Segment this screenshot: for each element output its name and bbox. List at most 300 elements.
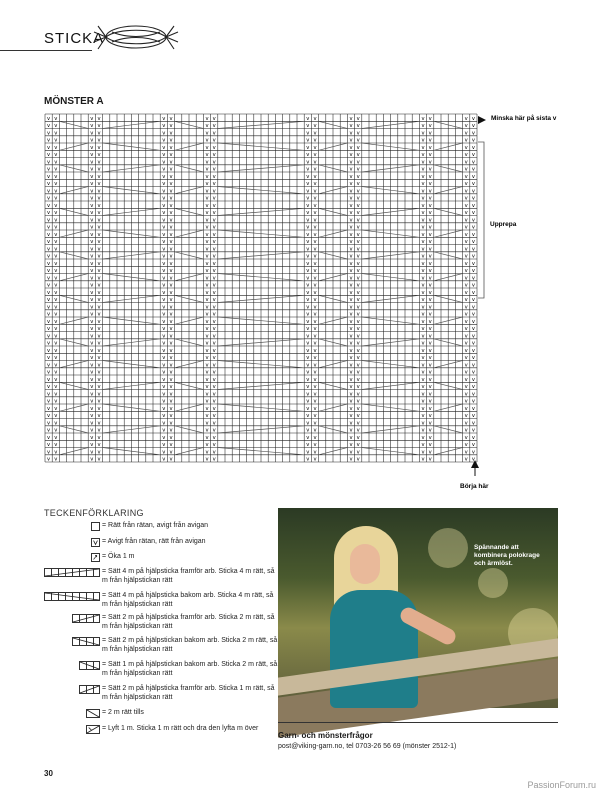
purl-v-mark: v [47, 282, 51, 289]
slip-pass-icon [86, 725, 100, 734]
purl-v-mark: v [97, 203, 101, 209]
start-label: Börja här [460, 483, 489, 490]
purl-v-mark: v [421, 203, 425, 209]
purl-v-mark: v [349, 318, 353, 325]
purl-v-mark: v [212, 362, 216, 369]
purl-v-mark: v [54, 174, 58, 180]
purl-v-mark: v [47, 340, 51, 347]
purl-v-mark: v [464, 130, 468, 137]
purl-v-mark: v [47, 311, 51, 318]
purl-v-mark: v [54, 398, 58, 405]
purl-v-mark: v [471, 456, 475, 463]
purl-v-mark: v [421, 115, 425, 122]
purl-v-mark: v [90, 456, 94, 463]
purl-v-mark: v [471, 362, 475, 369]
purl-v-mark: v [90, 420, 94, 427]
purl-v-mark: v [90, 289, 94, 296]
purl-v-mark: v [205, 203, 209, 209]
purl-v-mark: v [205, 369, 209, 376]
purl-v-mark: v [428, 384, 432, 391]
purl-v-mark: v [162, 405, 166, 412]
purl-v-mark: v [306, 166, 310, 173]
purl-v-mark: v [90, 275, 94, 282]
purl-v-mark: v [205, 195, 209, 202]
purl-v-mark: v [54, 181, 58, 188]
purl-v-mark: v [47, 246, 51, 253]
purl-v-mark: v [356, 260, 360, 267]
purl-v-mark: v [162, 239, 166, 246]
purl-v-mark: v [47, 210, 51, 217]
purl-v-mark: v [313, 115, 317, 122]
purl-v-mark: v [90, 224, 94, 231]
purl-v-mark: v [428, 369, 432, 376]
purl-v-mark: v [313, 181, 317, 188]
purl-v-mark: v [356, 376, 360, 383]
purl-v-mark: v [428, 137, 432, 144]
purl-v-mark: v [47, 188, 51, 195]
purl-v-mark: v [306, 268, 310, 275]
purl-v-mark: v [169, 333, 173, 340]
purl-v-mark: v [306, 282, 310, 289]
purl-v-mark: v [421, 420, 425, 427]
purl-v-mark: v [428, 166, 432, 173]
purl-v-mark: v [162, 449, 166, 456]
purl-v-mark: v [162, 275, 166, 282]
purl-v-mark: v [313, 246, 317, 253]
purl-v-mark: v [162, 123, 166, 130]
purl-v-mark: v [169, 268, 173, 275]
purl-v-mark: v [356, 253, 360, 260]
purl-v-mark: v [306, 253, 310, 260]
purl-v-mark: v [169, 405, 173, 412]
purl-v-mark: v [428, 115, 432, 122]
purl-v-mark: v [306, 311, 310, 318]
purl-v-mark: v [162, 232, 166, 238]
purl-v-mark: v [313, 282, 317, 289]
purl-v-mark: v [428, 188, 432, 195]
purl-v-mark: v [47, 384, 51, 391]
purl-v-mark: v [205, 188, 209, 195]
purl-v-mark: v [356, 217, 360, 224]
purl-v-mark: v [421, 398, 425, 405]
purl-v-mark: v [90, 333, 94, 340]
purl-v-mark: v [421, 449, 425, 456]
purl-v-mark: v [349, 188, 353, 195]
purl-v-mark: v [356, 369, 360, 376]
purl-v-mark: v [47, 224, 51, 231]
purl-v-mark: v [349, 355, 353, 362]
purl-v-mark: v [162, 391, 166, 398]
purl-v-mark: v [162, 369, 166, 376]
purl-v-mark: v [205, 232, 209, 238]
purl-v-mark: v [349, 442, 353, 449]
purl-v-mark: v [205, 376, 209, 383]
purl-v-mark: v [428, 181, 432, 188]
purl-v-mark: v [169, 224, 173, 231]
purl-v-mark: v [47, 152, 51, 159]
purl-v-mark: v [169, 253, 173, 260]
legend-item [40, 725, 272, 745]
purl-v-mark: v [97, 260, 101, 267]
purl-v-mark: v [313, 289, 317, 296]
purl-v-mark: v [47, 369, 51, 376]
purl-v-mark: v [205, 449, 209, 456]
purl-v-mark: v [97, 376, 101, 383]
purl-v-mark: v [356, 152, 360, 159]
purl-v-mark: v [90, 217, 94, 224]
purl-v-mark: v [421, 413, 425, 420]
purl-v-mark: v [162, 260, 166, 267]
purl-v-mark: v [464, 152, 468, 159]
purl-v-mark: v [169, 137, 173, 144]
purl-v-mark: v [90, 362, 94, 369]
purl-v-mark: v [54, 115, 58, 122]
purl-v-mark: v [212, 384, 216, 391]
purl-v-mark: v [97, 304, 101, 311]
purl-v-mark: v [169, 260, 173, 267]
purl-v-mark: v [464, 340, 468, 347]
purl-v-mark: v [471, 174, 475, 180]
purl-v-mark: v [356, 282, 360, 289]
purl-v-mark: v [205, 391, 209, 398]
purl-v-mark: v [205, 145, 209, 151]
purl-v-mark: v [464, 369, 468, 376]
purl-v-mark: v [169, 326, 173, 333]
purl-v-mark: v [356, 239, 360, 246]
purl-v-mark: v [90, 203, 94, 209]
purl-v-mark: v [162, 456, 166, 463]
purl-v-mark: v [97, 456, 101, 463]
contact-title: Garn- och mönsterfrågor [278, 731, 373, 740]
purl-v-mark: v [306, 224, 310, 231]
purl-v-mark: v [356, 166, 360, 173]
purl-v-mark: v [212, 123, 216, 130]
purl-v-mark: v [471, 145, 475, 151]
purl-v-mark: v [313, 420, 317, 427]
section-header [0, 16, 604, 56]
purl-v-mark: v [349, 275, 353, 282]
purl-v-mark: v [306, 174, 310, 180]
purl-v-mark: v [471, 333, 475, 340]
purl-v-mark: v [313, 340, 317, 347]
svg-text:Minska här på sista v [491, 114, 557, 122]
purl-v-mark: v [205, 268, 209, 275]
purl-v-mark: v [349, 152, 353, 159]
yarn-skein-icon [92, 16, 180, 58]
purl-v-mark: v [90, 355, 94, 362]
purl-v-mark: v [421, 159, 425, 166]
purl-v-mark: v [356, 123, 360, 130]
purl-v-mark: v [205, 420, 209, 427]
purl-v-mark: v [313, 275, 317, 282]
purl-v-mark: v [428, 311, 432, 318]
purl-v-mark: v [306, 115, 310, 122]
purl-v-mark: v [356, 362, 360, 369]
purl-v-mark: v [90, 282, 94, 289]
purl-v-mark: v [162, 347, 166, 354]
purl-v-mark: v [428, 195, 432, 202]
purl-v-mark: v [54, 304, 58, 311]
purl-v-mark: v [212, 195, 216, 202]
purl-v-mark: v [356, 275, 360, 282]
purl-v-mark: v [306, 391, 310, 398]
purl-v-mark: v [212, 326, 216, 333]
purl-v-mark: v [464, 275, 468, 282]
purl-v-mark: v [306, 333, 310, 340]
purl-v-mark: v [428, 304, 432, 311]
purl-v-mark: v [47, 166, 51, 173]
purl-v-mark: v [54, 369, 58, 376]
purl-v-mark: v [471, 420, 475, 427]
purl-v-mark: v [90, 166, 94, 173]
purl-v-mark: v [205, 427, 209, 434]
purl-v-mark: v [349, 145, 353, 151]
purl-v-mark: v [471, 268, 475, 275]
purl-v-mark: v [313, 195, 317, 202]
purl-v-mark: v [205, 217, 209, 224]
purl-v-mark: v [471, 232, 475, 238]
purl-v-mark: v [205, 210, 209, 217]
purl-v-mark: v [421, 340, 425, 347]
purl-v-mark: v [47, 275, 51, 282]
purl-v-mark: v [162, 376, 166, 383]
purl-v-mark: v [162, 289, 166, 296]
purl-v-mark: v [90, 434, 94, 441]
purl-v-mark: v [306, 369, 310, 376]
purl-v-mark: v [349, 384, 353, 391]
purl-v-mark: v [471, 289, 475, 296]
purl-v-mark: v [54, 260, 58, 267]
purl-v-mark: v [205, 275, 209, 282]
purl-v-mark: v [54, 362, 58, 369]
purl-v-mark: v [169, 289, 173, 296]
purl-v-mark: v [306, 340, 310, 347]
purl-v-mark: v [212, 405, 216, 412]
purl-v-mark: v [54, 217, 58, 224]
purl-v-mark: v [205, 174, 209, 180]
purl-v-mark: v [349, 427, 353, 434]
purl-v-mark: v [90, 297, 94, 304]
legend-item [40, 661, 278, 681]
purl-v-mark: v [313, 203, 317, 209]
purl-v-mark: v [421, 362, 425, 369]
purl-v-mark: v [47, 115, 51, 122]
purl-v-mark: v [306, 289, 310, 296]
purl-v-mark: v [421, 456, 425, 463]
purl-v-mark: v [464, 362, 468, 369]
purl-v-mark: v [464, 239, 468, 246]
start-marker [460, 460, 489, 490]
purl-v-mark: v [162, 224, 166, 231]
purl-v-mark: v [421, 123, 425, 130]
purl-v-mark: v [464, 246, 468, 253]
purl-v-mark: v [162, 442, 166, 449]
purl-v-mark: v [162, 210, 166, 217]
purl-v-mark: v [54, 282, 58, 289]
purl-v-mark: v [90, 145, 94, 151]
purl-v-mark: v [47, 420, 51, 427]
purl-v-mark: v [54, 376, 58, 383]
purl-v-mark: v [47, 405, 51, 412]
purl-v-mark: v [313, 333, 317, 340]
purl-v-mark: v [97, 391, 101, 398]
purl-v-mark: v [54, 333, 58, 340]
purl-v-mark: v [205, 137, 209, 144]
purl-v-mark: v [471, 152, 475, 159]
purl-v-mark: v [90, 195, 94, 202]
purl-v-mark: v [212, 145, 216, 151]
purl-v-mark: v [313, 347, 317, 354]
purl-v-mark: v [464, 297, 468, 304]
purl-v-mark: v [90, 210, 94, 217]
purl-v-mark: v [212, 239, 216, 246]
purl-v-mark: v [306, 159, 310, 166]
purl-v-mark: v [90, 405, 94, 412]
purl-v-mark: v [162, 145, 166, 151]
purl-v-mark: v [349, 333, 353, 340]
purl-v-mark: v [428, 398, 432, 405]
purl-v-mark: v [90, 413, 94, 420]
legend-title: TECKENFÖRKLARING [44, 508, 144, 518]
purl-v-mark: v [212, 456, 216, 463]
purl-v-mark: v [356, 355, 360, 362]
purl-v-mark: v [162, 253, 166, 260]
purl-v-mark: v [47, 260, 51, 267]
purl-v-mark: v [428, 174, 432, 180]
purl-v-mark: v [349, 253, 353, 260]
purl-v-mark: v [349, 376, 353, 383]
purl-v-mark: v [162, 188, 166, 195]
purl-v-mark: v [54, 384, 58, 391]
purl-v-mark: v [313, 253, 317, 260]
purl-v-mark: v [349, 369, 353, 376]
purl-v-mark: v [54, 145, 58, 151]
purl-v-mark: v [306, 181, 310, 188]
purl-v-mark: v [47, 137, 51, 144]
purl-v-mark: v [471, 311, 475, 318]
purl-v-mark: v [54, 442, 58, 449]
purl-v-mark: v [169, 376, 173, 383]
purl-v-mark: v [47, 203, 51, 209]
purl-v-mark: v [464, 333, 468, 340]
purl-v-mark: v [47, 289, 51, 296]
purl-v-mark: v [212, 427, 216, 434]
purl-v-mark: v [162, 326, 166, 333]
purl-v-mark: v [464, 413, 468, 420]
purl-v-mark: v [47, 232, 51, 238]
purl-v-mark: v [356, 347, 360, 354]
purl-v-mark: v [313, 210, 317, 217]
purl-v-mark: v [169, 420, 173, 427]
purl-v-mark: v [97, 297, 101, 304]
purl-v-mark: v [306, 420, 310, 427]
purl-v-mark: v [471, 130, 475, 137]
purl-v-mark: v [349, 130, 353, 137]
purl-v-mark: v [205, 289, 209, 296]
purl-v-mark: v [212, 347, 216, 354]
purl-v-mark: v [421, 181, 425, 188]
purl-v-mark: v [313, 405, 317, 412]
purl-v-mark: v [356, 405, 360, 412]
purl-v-mark: v [54, 188, 58, 195]
purl-v-mark: v [97, 195, 101, 202]
purl-v-mark: v [54, 123, 58, 130]
purl-v-mark: v [421, 275, 425, 282]
purl-v-mark: v [306, 326, 310, 333]
purl-v-mark: v [421, 282, 425, 289]
purl-v-mark: v [212, 398, 216, 405]
purl-v-mark: v [54, 297, 58, 304]
purl-v-mark: v [162, 195, 166, 202]
purl-v-mark: v [421, 304, 425, 311]
purl-v-mark: v [205, 340, 209, 347]
purl-v-mark: v [306, 405, 310, 412]
purl-v-mark: v [421, 289, 425, 296]
purl-v-mark: v [54, 137, 58, 144]
purl-v-mark: v [47, 449, 51, 456]
purl-v-mark: v [421, 130, 425, 137]
purl-v-mark: v [313, 391, 317, 398]
purl-v-mark: v [212, 442, 216, 449]
purl-v-mark: v [306, 398, 310, 405]
purl-v-mark: v [205, 115, 209, 122]
purl-v-mark: v [97, 275, 101, 282]
purl-v-mark: v [356, 427, 360, 434]
pattern-title: MÖNSTER A [44, 96, 104, 107]
purl-v-mark: v [471, 210, 475, 217]
purl-v-mark: v [349, 115, 353, 122]
purl-v-mark: v [471, 195, 475, 202]
purl-v-mark: v [212, 159, 216, 166]
purl-v-mark: v [428, 420, 432, 427]
purl-v-mark: v [471, 449, 475, 456]
purl-v-mark: v [162, 340, 166, 347]
purl-v-mark: v [313, 130, 317, 137]
purl-v-mark: v [97, 398, 101, 405]
cable-8-front-icon [44, 568, 100, 577]
purl-v-mark: v [421, 174, 425, 180]
purl-v-mark: v [205, 224, 209, 231]
purl-v-mark: v [464, 232, 468, 238]
purl-v-mark: v [97, 333, 101, 340]
purl-v-mark: v [349, 210, 353, 217]
purl-v-mark: v [169, 130, 173, 137]
purl-v-mark: v [428, 427, 432, 434]
purl-v-mark: v [47, 427, 51, 434]
purl-v-mark: v [349, 246, 353, 253]
purl-v-mark: v [306, 442, 310, 449]
purl-v-mark: v [212, 297, 216, 304]
purl-v-mark: v [306, 362, 310, 369]
purl-v-mark: v [212, 376, 216, 383]
purl-v-mark: v [421, 217, 425, 224]
purl-v-mark: v [54, 152, 58, 159]
purl-v-mark: v [356, 174, 360, 180]
purl-v-mark: v [47, 456, 51, 463]
purl-v-mark: v [169, 318, 173, 325]
purl-v-mark: v [313, 376, 317, 383]
purl-v-mark: v [54, 413, 58, 420]
purl-v-mark: v [205, 456, 209, 463]
purl-v-mark: v [349, 434, 353, 441]
purl-v-mark: v [313, 369, 317, 376]
purl-v-mark: v [306, 210, 310, 217]
purl-v-mark: v [471, 318, 475, 325]
purl-v-mark: v [421, 442, 425, 449]
purl-v-mark: v [349, 195, 353, 202]
purl-v-mark: v [464, 456, 468, 463]
purl-v-mark: v [90, 326, 94, 333]
